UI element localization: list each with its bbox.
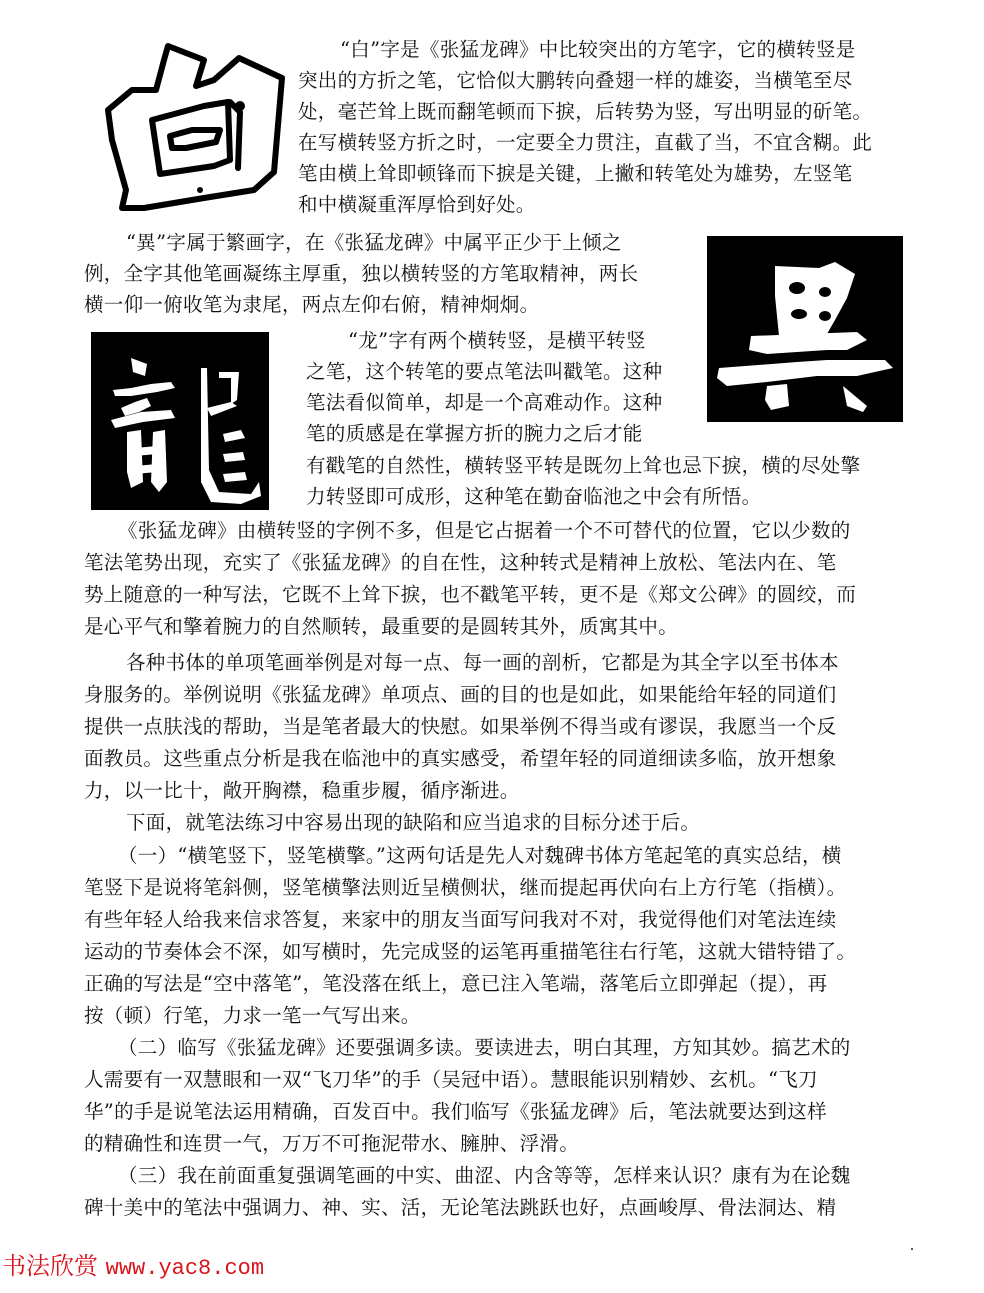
footer-watermark [2, 1246, 264, 1281]
text-line: 《张猛龙碑》由横转竖的字例不多，但是它占据着一个不可替代的位置，它以少数的 [118, 519, 851, 542]
calligraphy-long-image [91, 332, 269, 510]
text-line: （一）“横笔竖下，竖笔横擎。”这两句话是先人对魏碑书体方笔起笔的真实总结，横 [118, 844, 842, 867]
text-line: “龙”字有两个横转竖，是横平转竖 [348, 329, 646, 352]
text-line: 的精确性和连贯一气，万万不可拖泥带水、臃肿、浮滑。 [84, 1132, 580, 1155]
calligraphy-bai-image [104, 40, 294, 212]
text-line: 笔法笔势出现，充实了《张猛龙碑》的自在性，这种转式是精神上放松、笔法内在、笔 [84, 551, 837, 574]
text-line: 是心平气和擎着腕力的自然顺转，最重要的是圆转其外，质寓其中。 [84, 615, 679, 638]
text-line: 笔的质感是在掌握方折的腕力之后才能 [306, 422, 643, 445]
text-line: “異”字属于繁画字，在《张猛龙碑》中属平正少于上倾之 [126, 231, 622, 254]
text-line: 有些年轻人给我来信求答复，来家中的朋友当面写问我对不对，我觉得他们对笔法连续 [84, 908, 837, 931]
text-line: （二）临写《张猛龙碑》还要强调多读。要读进去，明白其理，方知其妙。搞艺术的 [118, 1036, 851, 1059]
text-line: （三）我在前面重复强调笔画的中实、曲涩、内含等等，怎样来认识？康有为在论魏 [118, 1164, 851, 1187]
text-line: 势上随意的一种写法，它既不上耸下捩，也不戳笔平转，更不是《郑文公碑》的圆绞，而 [84, 583, 857, 606]
text-line: 笔法看似简单，却是一个高难动作。这种 [306, 391, 663, 414]
text-line: 力，以一比十，敞开胸襟，稳重步履，循序渐进。 [84, 779, 520, 802]
text-line: 处，毫芒耸上既而翻笔顿而下捩，后转势为竖，写出明显的斫笔。 [298, 100, 873, 123]
text-line: 笔由横上耸即顿锋而下捩是关键，上撇和转笔处为雄势，左竖笔 [298, 162, 853, 185]
text-line: 下面，就笔法练习中容易出现的缺陷和应当追求的目标分述于后。 [126, 811, 701, 834]
text-line: 在写横转竖方折之时，一定要全力贯注，直截了当，不宜含糊。此 [298, 131, 873, 154]
text-line: “白”字是《张猛龙碑》中比较突出的方笔字，它的横转竖是 [340, 38, 856, 61]
calligraphy-yi-image [707, 236, 903, 422]
text-line: 身服务的。举例说明《张猛龙碑》单项点、画的目的也是如此，如果能给年轻的同道们 [84, 683, 837, 706]
text-line: 有戳笔的自然性，横转竖平转是既勿上耸也忌下捩，横的尽处擎 [306, 454, 861, 477]
text-line: 力转竖即可成形，这种笔在勤奋临池之中会有所悟。 [306, 485, 762, 508]
text-line: 碑十美中的笔法中强调力、神、实、活，无论笔法跳跃也好，点画峻厚、骨法洞达、精 [84, 1196, 837, 1219]
text-line: 横一仰一俯收笔为隶尾，两点左仰右俯，精神炯炯。 [84, 293, 540, 316]
text-line: 笔竖下是说将笔斜侧，竖笔横擎法则近呈横侧状，继而提起再伏向右上方行笔（指横）。 [84, 876, 847, 899]
text-line: 面教员。这些重点分析是我在临池中的真实感受，希望年轻的同道细读多临，放开想象 [84, 747, 837, 770]
footer-site-name: 书法欣赏 [2, 1252, 98, 1280]
text-line: 各种书体的单项笔画举例是对每一点、每一画的剖析，它都是为其全字以至书体本 [126, 651, 839, 674]
text-line: 人需要有一双慧眼和一双“飞刀华”的手（吴冠中语）。慧眼能识别精妙、玄机。“飞刀 [84, 1068, 818, 1091]
text-line: 运动的节奏体会不深，如写横时，先完成竖的运笔再重描笔往右行笔，这就大错特错了。 [84, 940, 857, 963]
text-line: 提供一点肤浅的帮助，当是笔者最大的快慰。如果举例不得当或有谬误，我愿当一个反 [84, 715, 837, 738]
scan-speck [911, 1248, 913, 1250]
text-line: 华”的手是说笔法运用精确，百发百中。我们临写《张猛龙碑》后，笔法就要达到这样 [84, 1100, 827, 1123]
text-line: 突出的方折之笔，它恰似大鹏转向叠翅一样的雄姿，当横笔至尽 [298, 69, 853, 92]
text-line: 按（顿）行笔，力求一笔一气写出来。 [84, 1004, 421, 1027]
text-line: 之笔，这个转笔的要点笔法叫戳笔。这种 [306, 360, 663, 383]
text-line: 正确的写法是“空中落笔”，笔没落在纸上，意已注入笔端，落笔后立即弹起（提），再 [84, 972, 828, 995]
text-line: 例，全字其他笔画凝练主厚重，独以横转竖的方笔取精神，两长 [84, 262, 639, 285]
text-line: 和中横凝重浑厚恰到好处。 [298, 193, 536, 216]
footer-url-link[interactable]: www.yac8.com [105, 1256, 265, 1281]
